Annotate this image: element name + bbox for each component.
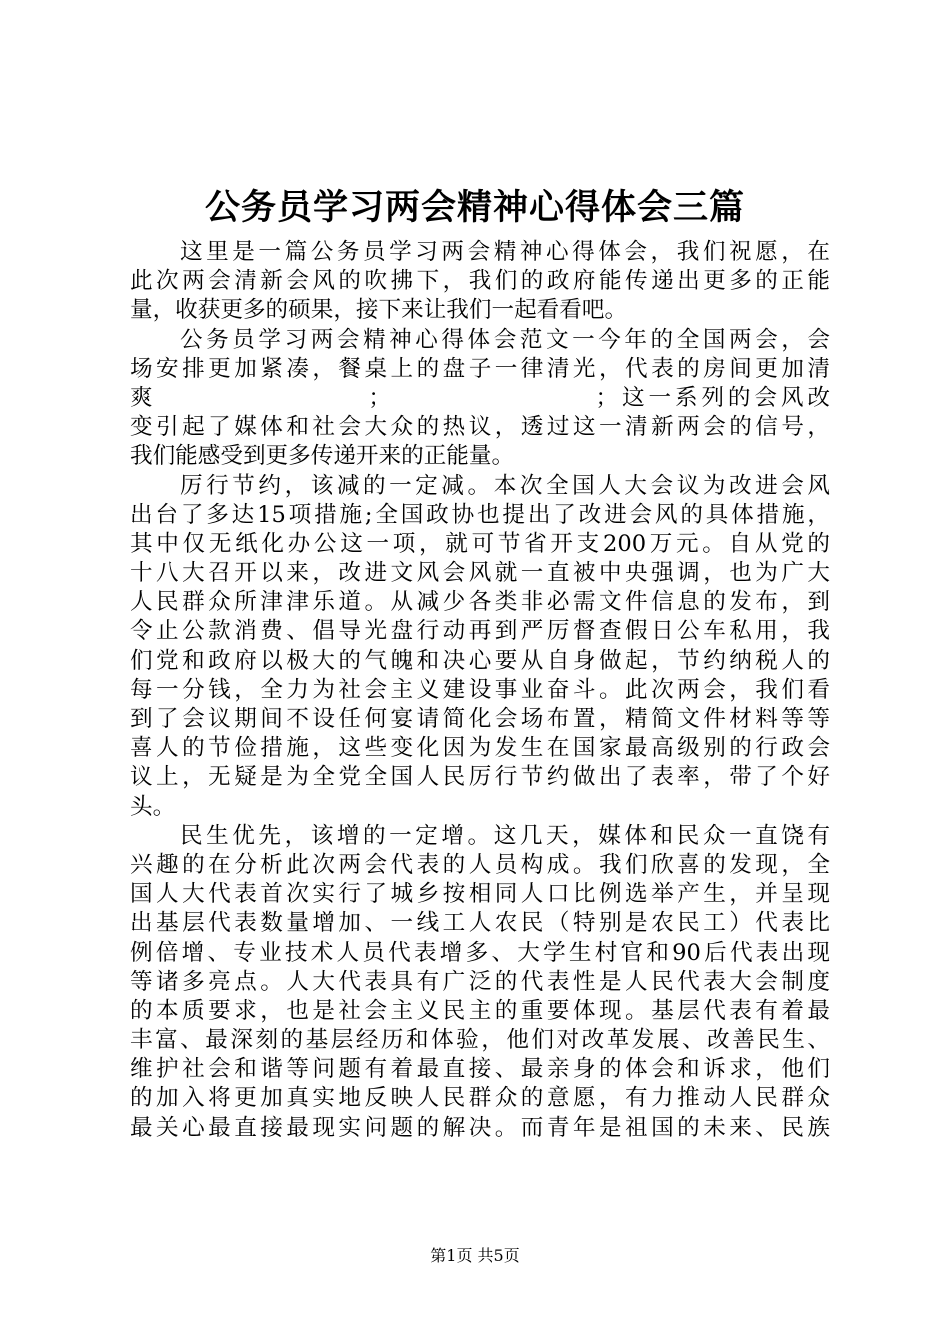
text-line: 维护社会和谐等问题有着最直接、最亲身的体会和诉求，他们 [130, 1056, 830, 1083]
text-line: 每一分钱，全力为社会主义建设事业奋斗。此次两会，我们看 [130, 676, 830, 703]
text-line: 出台了多达15项措施;全国政协也提出了改进会风的具体措施， [130, 501, 830, 528]
text-line: 民生优先，该增的一定增。这几天，媒体和民众一直饶有 [180, 822, 830, 849]
text-line: 喜人的节俭措施，这些变化因为发生在国家最高级别的行政会 [130, 735, 830, 762]
text-line: 这里是一篇公务员学习两会精神心得体会，我们祝愿，在 [180, 239, 830, 265]
text-line: 场安排更加紧凑，餐桌上的盘子一律清光，代表的房间更加清 [130, 355, 830, 382]
text-line: 爽 ； ；这一系列的会风改 [130, 384, 830, 411]
text-line: 我们能感受到更多传递开来的正能量。 [130, 443, 515, 470]
text-line: 丰富、最深刻的基层经历和体验，他们对改革发展、改善民生、 [130, 1027, 830, 1054]
text-line: 的本质要求，也是社会主义民主的重要体现。基层代表有着最 [130, 997, 830, 1024]
text-line: 的加入将更加真实地反映人民群众的意愿，有力推动人民群众 [130, 1085, 830, 1112]
text-line: 例倍增、专业技术人员代表增多、大学生村官和90后代表出现 [130, 939, 830, 966]
text-line: 最关心最直接最现实问题的解决。而青年是祖国的未来、民族 [130, 1114, 830, 1141]
text-line: 议上，无疑是为全党全国人民厉行节约做出了表率，带了个好 [130, 764, 830, 791]
text-line: 公务员学习两会精神心得体会范文一今年的全国两会，会 [180, 326, 830, 353]
text-line: 其中仅无纸化办公这一项，就可节省开支200万元。自从党的 [130, 530, 830, 557]
text-line: 头。 [130, 793, 176, 820]
document-body [130, 238, 830, 1143]
text-line: 令止公款消费、倡导光盘行动再到严厉督查假日公车私用，我 [130, 618, 830, 645]
page-title: 公务员学习两会精神心得体会三篇 [204, 188, 745, 228]
text-line: 出基层代表数量增加、一线工人农民（特别是农民工）代表比 [130, 910, 830, 937]
text-line: 等诸多亮点。人大代表具有广泛的代表性是人民代表大会制度 [130, 968, 830, 995]
text-line: 量，收获更多的硕果，接下来让我们一起看看吧。 [130, 297, 628, 324]
text-line: 国人大代表首次实行了城乡按相同人口比例选举产生，并呈现 [130, 881, 830, 908]
text-line: 十八大召开以来，改进文风会风就一直被中央强调，也为广大 [130, 560, 830, 587]
text-line: 厉行节约，该减的一定减。本次全国人大会议为改进会风 [180, 472, 830, 499]
text-line: 变引起了媒体和社会大众的热议，透过这一清新两会的信号， [130, 414, 830, 441]
text-line: 人民群众所津津乐道。从减少各类非必需文件信息的发布，到 [130, 589, 830, 616]
text-line: 此次两会清新会风的吹拂下，我们的政府能传递出更多的正能 [130, 268, 830, 295]
page-footer: 第1页 共5页 [430, 1246, 520, 1265]
text-line: 到了会议期间不设任何宴请简化会场布置，精简文件材料等等 [130, 706, 830, 732]
text-line: 兴趣的在分析此次两会代表的人员构成。我们欣喜的发现，全 [130, 851, 830, 878]
text-line: 们党和政府以极大的气魄和决心要从自身做起，节约纳税人的 [130, 647, 830, 674]
